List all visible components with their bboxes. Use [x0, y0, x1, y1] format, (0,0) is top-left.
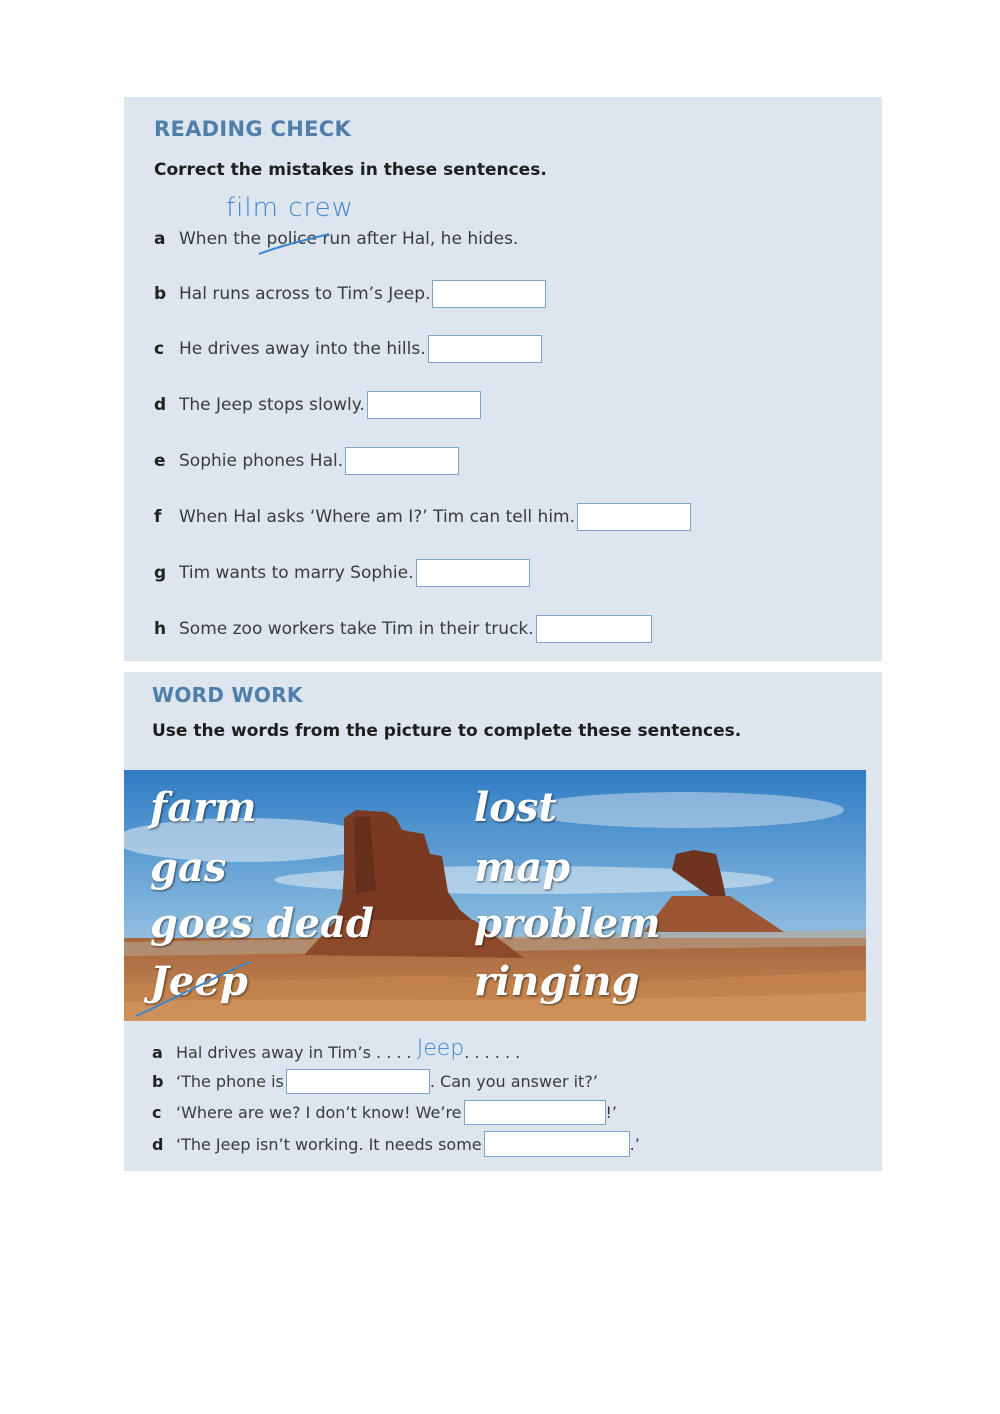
- reading-check-heading: READING CHECK: [154, 117, 352, 141]
- item-letter: g: [154, 563, 167, 583]
- answer-box-d[interactable]: [367, 391, 481, 419]
- word-sentence-a: [152, 1035, 521, 1064]
- item-letter: d: [152, 1134, 164, 1154]
- sentence-g: [154, 559, 530, 587]
- word-sentence-b: [152, 1069, 598, 1094]
- answer-box-h[interactable]: [536, 615, 652, 643]
- answer-box-f[interactable]: [577, 503, 691, 531]
- sentence-text: run after Hal, he hides.: [316, 229, 519, 249]
- sentence-a: [154, 226, 518, 252]
- sentence-text: When Hal asks ‘Where am I?’ Tim can tell him.: [179, 507, 576, 527]
- sentence-text: . Can you answer it?’: [429, 1072, 598, 1091]
- answer-box-word-b[interactable]: [286, 1069, 430, 1094]
- item-letter: c: [154, 339, 165, 359]
- desert-picture: [124, 770, 866, 1021]
- sentence-text: .’: [629, 1134, 640, 1154]
- handwritten-correction: film crew: [226, 193, 354, 223]
- sentence-h: [154, 615, 652, 643]
- crossed-out-mark: [132, 960, 252, 1020]
- word-work-instruction: Use the words from the picture to complete these sentences.: [152, 721, 742, 741]
- item-letter: c: [152, 1103, 162, 1122]
- sentence-text: . . . . . .: [464, 1042, 521, 1062]
- sentence-text: When the: [179, 229, 267, 249]
- sentence-text: ‘The phone is: [176, 1072, 284, 1091]
- item-letter: e: [154, 451, 166, 471]
- picture-word-gas: gas: [150, 844, 227, 891]
- sentence-text: Hal runs across to Tim’s Jeep.: [179, 284, 431, 304]
- answer-box-g[interactable]: [416, 559, 530, 587]
- answer-box-word-d[interactable]: [484, 1131, 630, 1157]
- picture-word-jeep: Jeep: [150, 958, 248, 1005]
- word-sentence-d: [152, 1131, 640, 1157]
- picture-word-lost: lost: [474, 784, 557, 831]
- sentence-text: Hal drives away in Tim’s . . . .: [176, 1042, 417, 1062]
- struck-word: police: [266, 229, 317, 249]
- answer-box-c[interactable]: [428, 335, 542, 363]
- word-work-heading: WORD WORK: [152, 683, 303, 707]
- sentence-b: [154, 280, 546, 308]
- picture-word-problem: problem: [474, 900, 661, 947]
- sentence-c: [154, 335, 542, 363]
- strikethrough-mark: [255, 226, 335, 258]
- sentence-text: Some zoo workers take Tim in their truck.: [179, 619, 534, 639]
- picture-word-map: map: [474, 844, 571, 891]
- picture-word-goes-dead: goes dead: [150, 900, 374, 947]
- picture-word-ringing: ringing: [474, 958, 640, 1005]
- item-letter: h: [154, 619, 167, 639]
- item-letter: a: [152, 1042, 163, 1062]
- answer-box-b[interactable]: [432, 280, 546, 308]
- item-letter: b: [152, 1072, 164, 1091]
- sentence-text: ‘Where are we? I don’t know! We’re: [176, 1103, 462, 1122]
- reading-check-instruction: Correct the mistakes in these sentences.: [154, 160, 547, 180]
- sentence-text: !’: [605, 1103, 618, 1122]
- picture-word-farm: farm: [150, 784, 257, 831]
- word-sentence-c: [152, 1100, 617, 1125]
- sentence-text: Sophie phones Hal.: [179, 451, 344, 471]
- handwritten-answer: Jeep: [416, 1035, 465, 1061]
- sentence-text: He drives away into the hills.: [179, 339, 426, 359]
- sentence-d: [154, 391, 481, 419]
- item-letter: f: [154, 507, 162, 527]
- sentence-text: Tim wants to marry Sophie.: [179, 563, 414, 583]
- sentence-text: The Jeep stops slowly.: [179, 395, 365, 415]
- answer-box-e[interactable]: [345, 447, 459, 475]
- sentence-text: ‘The Jeep isn’t working. It needs some: [176, 1134, 482, 1154]
- item-letter: d: [154, 395, 167, 415]
- item-letter: a: [154, 229, 166, 249]
- item-letter: b: [154, 284, 167, 304]
- sentence-f: [154, 503, 691, 531]
- answer-box-word-c[interactable]: [464, 1100, 606, 1125]
- sentence-e: [154, 447, 459, 475]
